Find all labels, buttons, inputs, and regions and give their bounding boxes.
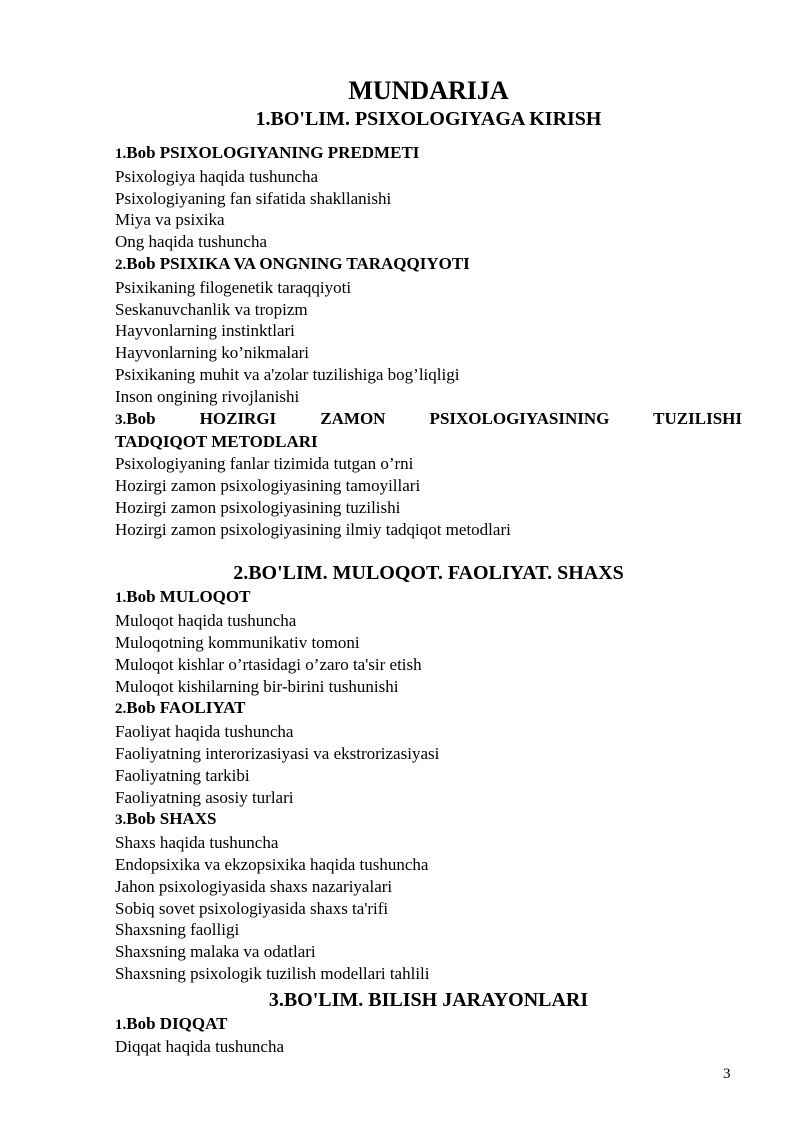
- list-item: Diqqat haqida tushuncha: [115, 1037, 285, 1057]
- list-item: Hozirgi zamon psixologiyasining ilmiy tadqiqot metodlari: [115, 519, 511, 539]
- list-item: Muloqotning kommunikativ tomoni: [115, 632, 360, 652]
- chapter-name: Bob SHAXS: [126, 809, 217, 829]
- list-item: Psixologiyaning fan sifatida shakllanishi: [115, 188, 392, 208]
- table-of-contents: [115, 76, 742, 1058]
- chapter-title: [115, 586, 742, 610]
- list-item: Psixikaning muhit va a'zolar tuzilishiga bog’liqligi: [115, 364, 460, 384]
- chapter-name: Bob FAOLIYAT: [126, 698, 246, 718]
- chapter-name: Bob HOZIRGI ZAMON PSIXOLOGIYASINING TUZILISHI: [126, 408, 742, 428]
- section-title: 1.BO'LIM. PSIXOLOGIYAGA KIRISH: [255, 108, 602, 130]
- list-item: Hayvonlarning instinktlari: [115, 321, 295, 341]
- chapter-title-continued: TADQIQOT METODLARI: [115, 432, 318, 452]
- list-item: Faoliyatning asosiy turlari: [115, 787, 294, 807]
- chapter-number: 2.: [115, 701, 127, 718]
- list-item: Endopsixika va ekzopsixika haqida tushuncha: [115, 854, 429, 874]
- chapter-title: [115, 1013, 742, 1037]
- list-item: Seskanuvchanlik va tropizm: [115, 299, 308, 319]
- chapter-title: [115, 142, 742, 166]
- list-item: Jahon psixologiyasida shaxs nazariyalari: [115, 876, 393, 896]
- chapter-name: Bob PSIXOLOGIYANING PREDMETI: [126, 143, 420, 162]
- section-title: 3.BO'LIM. BILISH JARAYONLARI: [268, 988, 589, 1011]
- chapter-number: 1.: [115, 590, 127, 607]
- list-item: Shaxsning psixologik tuzilish modellari tahlili: [115, 963, 430, 983]
- chapter-name: Bob PSIXIKA VA ONGNING TARAQQIYOTI: [126, 253, 470, 273]
- chapter-title: [115, 253, 742, 277]
- document-title: MUNDARIJA: [348, 76, 509, 105]
- list-item: Faoliyatning interorizasiyasi va ekstrorizasiyasi: [115, 743, 440, 763]
- list-item: Shaxsning malaka va odatlari: [115, 942, 316, 962]
- list-item: Shaxs haqida tushuncha: [115, 833, 279, 853]
- section-title: 2.BO'LIM. MULOQOT. FAOLIYAT. SHAXS: [233, 562, 624, 585]
- list-item: Sobiq sovet psixologiyasida shaxs ta'rifi: [115, 898, 389, 918]
- list-item: Psixikaning filogenetik taraqqiyoti: [115, 277, 352, 297]
- chapter-title: [115, 808, 742, 832]
- chapter-number: 3.: [115, 411, 127, 428]
- list-item: Muloqot kishlar o’rtasidagi o’zaro ta'sir etish: [115, 654, 422, 674]
- list-item: Faoliyat haqida tushuncha: [115, 722, 294, 742]
- chapter-name: Bob DIQQAT: [126, 1013, 228, 1033]
- list-item: Psixologiyaning fanlar tizimida tutgan o’rni: [115, 454, 414, 474]
- list-item: Shaxsning faolligi: [115, 920, 240, 940]
- list-item: Faoliyatning tarkibi: [115, 765, 250, 785]
- chapter-name: Bob MULOQOT: [126, 587, 251, 607]
- page-number: 3: [723, 1066, 731, 1082]
- chapter-number: 1.: [115, 146, 127, 162]
- list-item: Hayvonlarning ko’nikmalari: [115, 343, 310, 363]
- chapter-number: 1.: [115, 1016, 127, 1033]
- list-item: Ong haqida tushuncha: [115, 232, 268, 252]
- chapter-title: [115, 408, 742, 432]
- list-item: Muloqot kishilarning bir-birini tushunishi: [115, 676, 399, 696]
- list-item: Miya va psixika: [115, 210, 225, 230]
- list-item: Hozirgi zamon psixologiyasining tuzilishi: [115, 497, 401, 517]
- list-item: Hozirgi zamon psixologiyasining tamoyillari: [115, 475, 421, 495]
- chapter-number: 3.: [115, 812, 127, 829]
- chapter-number: 2.: [115, 256, 127, 273]
- list-item: Muloqot haqida tushuncha: [115, 611, 297, 631]
- list-item: Psixologiya haqida tushuncha: [115, 166, 319, 186]
- chapter-title: [115, 697, 742, 721]
- list-item: Inson ongining rivojlanishi: [115, 386, 300, 406]
